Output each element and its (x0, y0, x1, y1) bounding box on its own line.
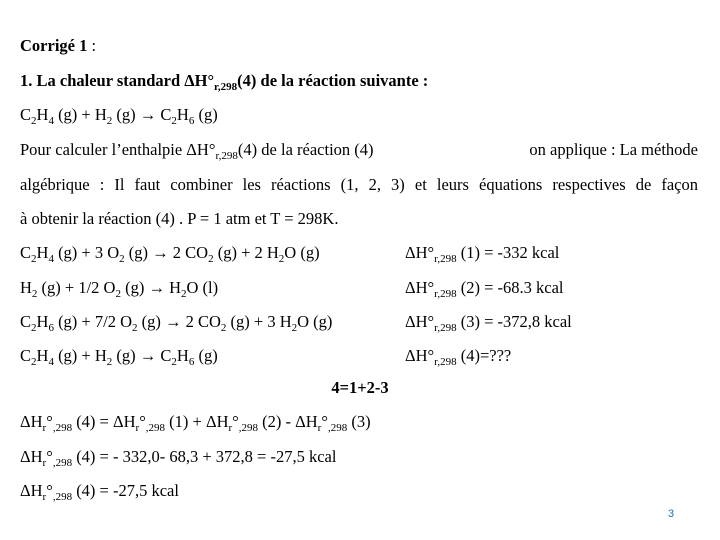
r4-a: C (20, 105, 32, 124)
r4-d: (g) → C (112, 105, 172, 124)
calc-line-3: $\Delta H_r^\circ_{,298}$ (4) = -27,5 kcal (20, 481, 179, 503)
question-suffix: (4) de la réaction suivante : (237, 71, 429, 90)
page-number: 3 (668, 508, 675, 520)
question-prefix: 1. La chaleur standard ΔH° (20, 71, 215, 90)
heading-colon: : (87, 36, 97, 55)
calc-line-2: $\Delta H_r^\circ_{,298}$ (4) = - 332,0- 68,3 + 372,8 = -27,5 kcal (20, 447, 337, 469)
heading-text: Corrigé 1 (20, 36, 88, 55)
paragraph-line-3: à obtenir la réaction (4) . P = 1 atm et T = 298K. (20, 209, 339, 228)
para-l1-b: (4) de la réaction (4) (237, 140, 374, 159)
equation-1-left: $C_2H_4$ (g) + 3 $O_2$ (g) → 2 $CO_2$ (g) + 2 $H_2O$ (g) (20, 243, 320, 265)
combination-rule: 4=1+2-3 (331, 378, 389, 397)
r4-f: (g) (194, 105, 218, 124)
equation-3-enthalpy: $\Delta H^\circ_{r,298}$ (3) = -372,8 kcal (405, 312, 572, 334)
r4-e-sub: 6 (188, 115, 195, 127)
calc-line-1: $\Delta H_r^\circ_{,298}$ $(4) = \Delta H_r^\circ_{,298}$ $(1) + \Delta H_r^\circ_{,298}$ $(2) - \Delta H_r^\circ_{,298}$ (3) (20, 412, 371, 434)
equation-3-left: $C_2H_6$ (g) + 7/2 $O_2$ (g) → 2 $CO_2$ (g) + 3 $H_2O$ (g) (20, 312, 333, 334)
para-l1-c: on applique : La méthode (529, 140, 698, 159)
r4-b: H (36, 105, 49, 124)
r4-c: (g) + H (53, 105, 107, 124)
equation-2-enthalpy: $\Delta H^\circ_{r,298}$ (2) = -68.3 kcal (405, 278, 564, 300)
equation-1-enthalpy: $\Delta H^\circ_{r,298}$ (1) = -332 kcal (405, 243, 560, 265)
paragraph-line-1 (20, 140, 698, 160)
question-sub: r,298 (214, 81, 238, 93)
reaction-4 (20, 105, 218, 125)
question-line (20, 71, 428, 91)
equation-4-enthalpy: $\Delta H^\circ_{r,298}$ (4)=??? (405, 346, 512, 368)
heading (20, 36, 96, 56)
paragraph-line-2: algébrique : Il faut combiner les réactions (1, 2, 3) et leurs équations respectives de façon (20, 175, 698, 194)
r4-c-sub: 2 (106, 115, 113, 127)
r4-a-sub: 2 (31, 115, 37, 127)
para-l1-a: Pour calculer l’enthalpie ΔH° (20, 140, 216, 159)
equation-2-left: $H_2$ (g) + 1/2 $O_2$ $(g) \to H_2O$ (l) (20, 278, 219, 300)
equation-4-left: $C_2H_4$ $(g) + H_2$ $(g) \to C_2H_6$ (g) (20, 346, 218, 368)
r4-e: H (176, 105, 189, 124)
para-l1-sub: r,298 (215, 150, 238, 162)
r4-d-sub: 2 (171, 115, 177, 127)
r4-b-sub: 4 (48, 115, 54, 127)
